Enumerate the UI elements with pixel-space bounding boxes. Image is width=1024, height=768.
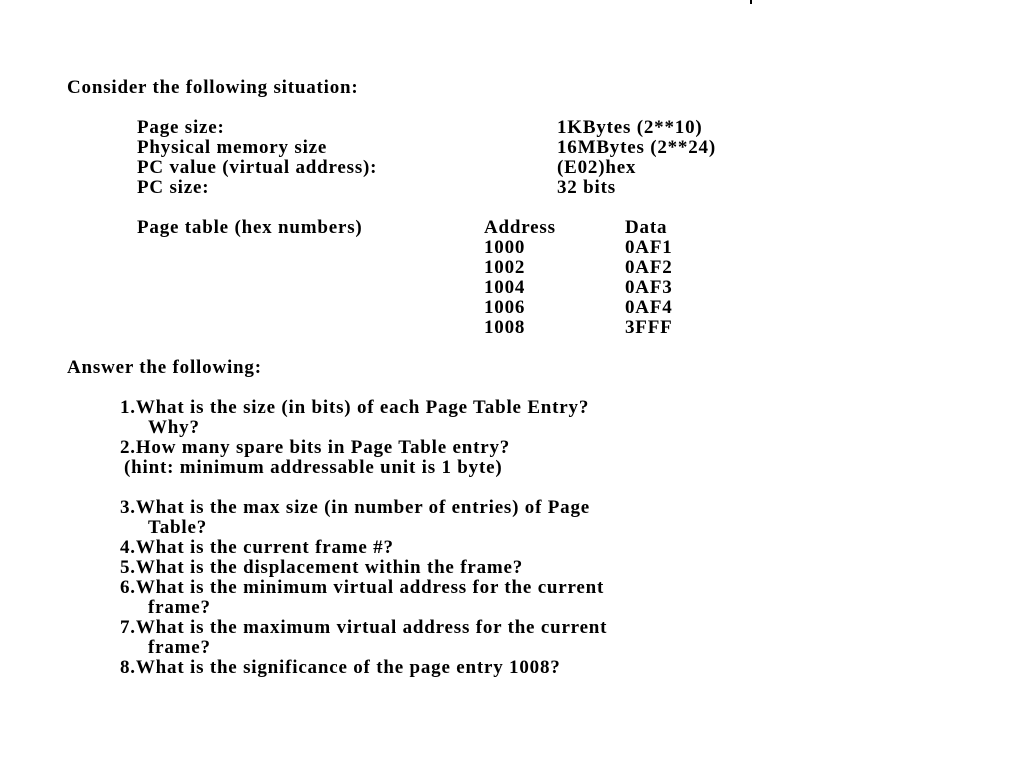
question-1-continuation: Why? (148, 417, 200, 438)
param-label-page-size: Page size: (137, 117, 225, 138)
question-3: 3.What is the max size (in number of entries) of Page (120, 497, 591, 518)
param-value-pc-size: 32 bits (557, 177, 616, 198)
question-6: 6.What is the minimum virtual address for the current (120, 577, 605, 598)
page-table-label: Page table (hex numbers) (137, 217, 363, 238)
intro-heading: Consider the following situation: (67, 77, 359, 98)
question-1: 1.What is the size (in bits) of each Page Table Entry? (120, 397, 590, 418)
question-7: 7.What is the maximum virtual address for the current (120, 617, 608, 638)
page-table-address-cell: 1000 (484, 237, 526, 258)
question-5: 5.What is the displacement within the frame? (120, 557, 524, 578)
question-8: 8.What is the significance of the page entry 1008? (120, 657, 561, 678)
page-table-data-cell: 0AF4 (625, 297, 673, 318)
param-value-pc-value: (E02)hex (557, 157, 637, 178)
param-value-physical-memory: 16MBytes (2**24) (557, 137, 716, 158)
page-table-data-cell: 0AF1 (625, 237, 673, 258)
page-table-address-cell: 1004 (484, 277, 526, 298)
question-4: 4.What is the current frame #? (120, 537, 394, 558)
answer-heading: Answer the following: (67, 357, 262, 378)
question-7-continuation: frame? (148, 637, 211, 658)
page-table-address-cell: 1006 (484, 297, 526, 318)
question-3-continuation: Table? (148, 517, 208, 538)
question-2-hint: (hint: minimum addressable unit is 1 byte) (124, 457, 503, 478)
page-table-address-cell: 1002 (484, 257, 526, 278)
param-label-physical-memory: Physical memory size (137, 137, 328, 158)
page-table-data-cell: 0AF3 (625, 277, 673, 298)
page-table-address-cell: 1008 (484, 317, 526, 338)
corner-tick-mark (750, 0, 752, 4)
param-label-pc-value: PC value (virtual address): (137, 157, 378, 178)
page-table-data-cell: 3FFF (625, 317, 673, 338)
page-table-data-cell: 0AF2 (625, 257, 673, 278)
page-table-address-header: Address (484, 217, 556, 238)
param-value-page-size: 1KBytes (2**10) (557, 117, 703, 138)
page-table-data-header: Data (625, 217, 668, 238)
question-2: 2.How many spare bits in Page Table entry? (120, 437, 511, 458)
question-6-continuation: frame? (148, 597, 211, 618)
param-label-pc-size: PC size: (137, 177, 210, 198)
